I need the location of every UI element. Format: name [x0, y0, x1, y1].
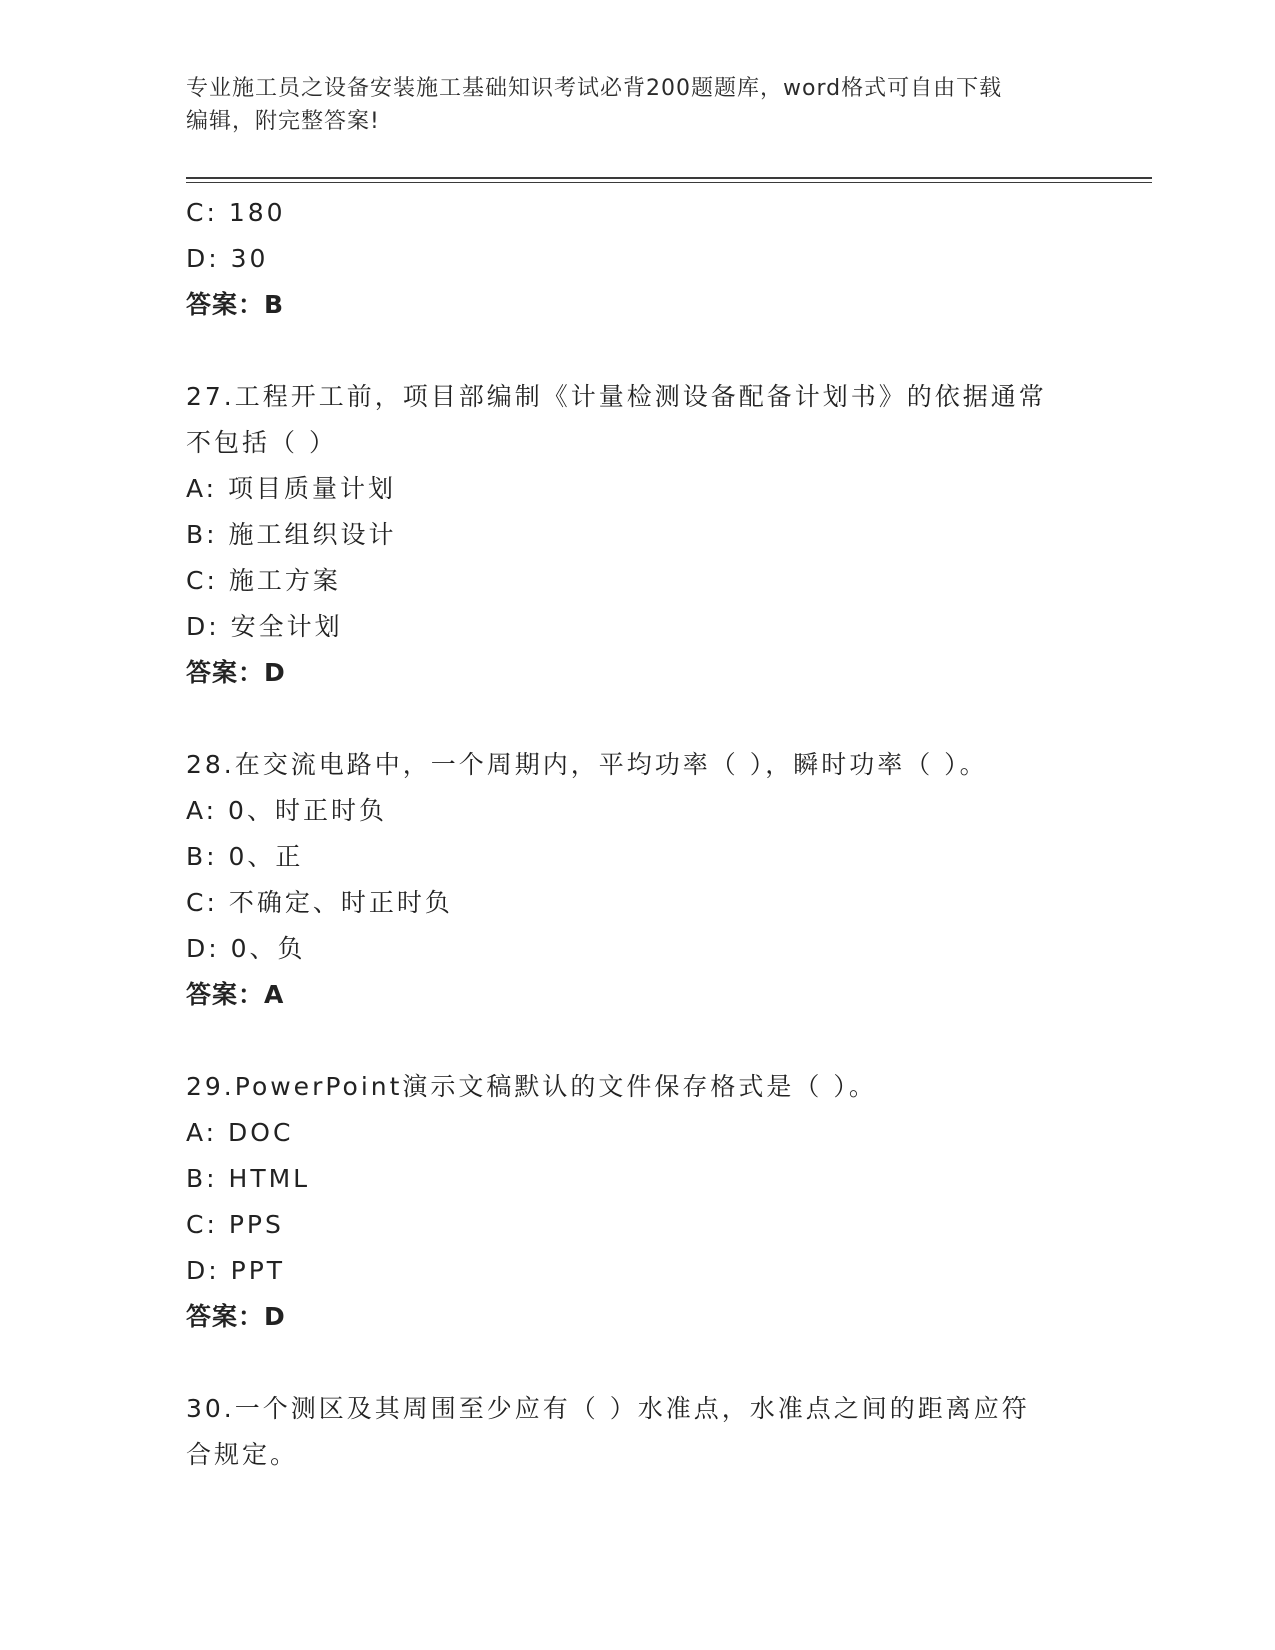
- option-c: C: 施工方案: [186, 566, 341, 595]
- question-28: [186, 742, 1086, 1018]
- answer: 答案：D: [186, 658, 286, 687]
- document-header: [186, 72, 1066, 138]
- header-rule-bottom: [186, 182, 1152, 183]
- question-27: [186, 374, 1086, 696]
- option-c: C: 180: [186, 198, 286, 227]
- option-b: B: 施工组织设计: [186, 520, 397, 549]
- header-line-2: 编辑，附完整答案!: [186, 109, 380, 134]
- question-stem-cont: 合规定。: [186, 1440, 299, 1469]
- question-29: [186, 1064, 1086, 1340]
- option-b: B: HTML: [186, 1164, 311, 1193]
- option-c: C: 不确定、时正时负: [186, 888, 453, 917]
- option-d: D: 安全计划: [186, 612, 343, 641]
- option-d: D: 30: [186, 244, 269, 273]
- header-rule-top: [186, 177, 1152, 179]
- option-a: A: 项目质量计划: [186, 474, 397, 503]
- question-stem: 27.工程开工前，项目部编制《计量检测设备配备计划书》的依据通常: [186, 382, 1047, 411]
- question-stem: 28.在交流电路中，一个周期内，平均功率（ ），瞬时功率（ ）。: [186, 750, 988, 779]
- carryover-block: [186, 190, 1086, 328]
- option-a: A: 0、时正时负: [186, 796, 387, 825]
- option-b: B: 0、正: [186, 842, 304, 871]
- answer: 答案：B: [186, 290, 285, 319]
- question-stem: 29.PowerPoint演示文稿默认的文件保存格式是（ ）。: [186, 1072, 877, 1101]
- answer: 答案：A: [186, 980, 285, 1009]
- document-body: [186, 190, 1086, 1478]
- option-d: D: 0、负: [186, 934, 306, 963]
- question-stem: 30.一个测区及其周围至少应有（ ）水准点，水准点之间的距离应符: [186, 1394, 1030, 1423]
- header-line-1: 专业施工员之设备安装施工基础知识考试必背200题题库，word格式可自由下载: [186, 76, 1003, 101]
- question-stem-cont: 不包括（ ）: [186, 428, 337, 457]
- option-d: D: PPT: [186, 1256, 286, 1285]
- question-30: [186, 1386, 1086, 1478]
- option-a: A: DOC: [186, 1118, 294, 1147]
- option-c: C: PPS: [186, 1210, 284, 1239]
- answer: 答案：D: [186, 1302, 286, 1331]
